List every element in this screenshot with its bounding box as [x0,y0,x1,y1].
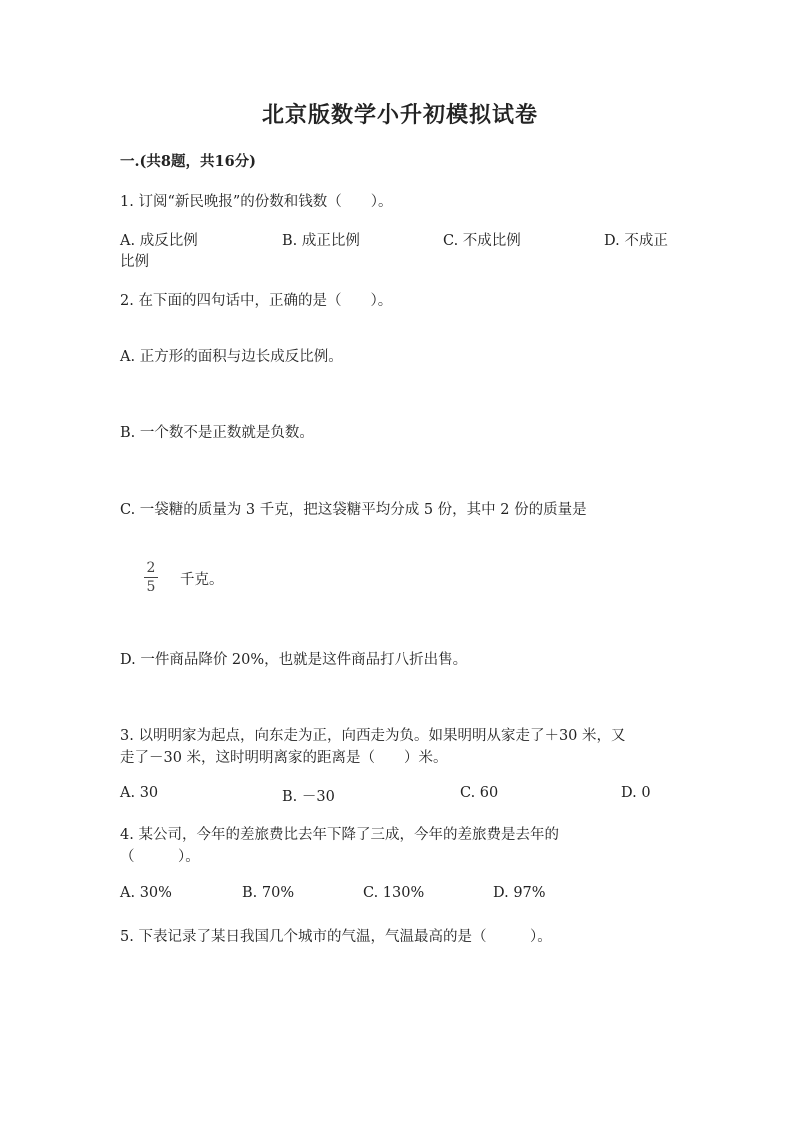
fraction-two-fifths [144,560,158,595]
question-4-line-1: 4. 某公司，今年的差旅费比去年下降了三成，今年的差旅费是去年的 [120,827,559,843]
section-heading: 一.(共8题，共16分) [120,153,257,170]
q1-option-d[interactable]: D. 不成正 [604,233,668,249]
q2-option-b[interactable]: B. 一个数不是正数就是负数。 [120,425,314,441]
fraction-denominator: 5 [146,579,156,595]
question-3-line-2: 走了－30 米，这时明明离家的距离是（ ）米。 [120,750,448,766]
exam-title: 北京版数学小升初模拟试卷 [261,102,538,128]
q3-option-d[interactable]: D. 0 [621,785,651,801]
q4-option-b[interactable]: B. 70% [242,885,295,901]
q2-option-a[interactable]: A. 正方形的面积与边长成反比例。 [120,349,343,365]
q4-option-c[interactable]: C. 130% [363,885,425,901]
q1-option-c[interactable]: C. 不成比例 [443,233,521,249]
q2-option-c[interactable]: C. 一袋糖的质量为 3 千克，把这袋糖平均分成 5 份，其中 2 份的质量是 [120,502,587,518]
q1-option-d-wrap: 比例 [120,254,149,270]
q4-option-d[interactable]: D. 97% [493,885,546,901]
fraction-numerator: 2 [146,560,156,576]
q3-option-c[interactable]: C. 60 [460,785,499,801]
question-4-line-2: （ ）。 [120,849,200,865]
q3-option-a[interactable]: A. 30 [120,785,159,801]
question-3-line-1: 3. 以明明家为起点，向东走为正，向西走为负。如果明明从家走了＋30 米，又 [120,728,626,744]
question-2-stem: 2. 在下面的四句话中，正确的是（ ）。 [120,293,393,309]
question-1-stem: 1. 订阅“新民晚报”的份数和钱数（ ）。 [120,194,393,210]
q1-option-b[interactable]: B. 成正比例 [282,233,360,249]
fraction-bar [144,577,158,578]
q2-option-c-unit: 千克。 [180,572,224,588]
q3-option-b[interactable]: B. －30 [282,789,335,805]
q4-option-a[interactable]: A. 30% [120,885,172,901]
q2-option-d[interactable]: D. 一件商品降价 20%，也就是这件商品打八折出售。 [120,652,468,668]
q1-option-a[interactable]: A. 成反比例 [120,233,198,249]
question-5-stem: 5. 下表记录了某日我国几个城市的气温，气温最高的是（ ）。 [120,929,552,945]
